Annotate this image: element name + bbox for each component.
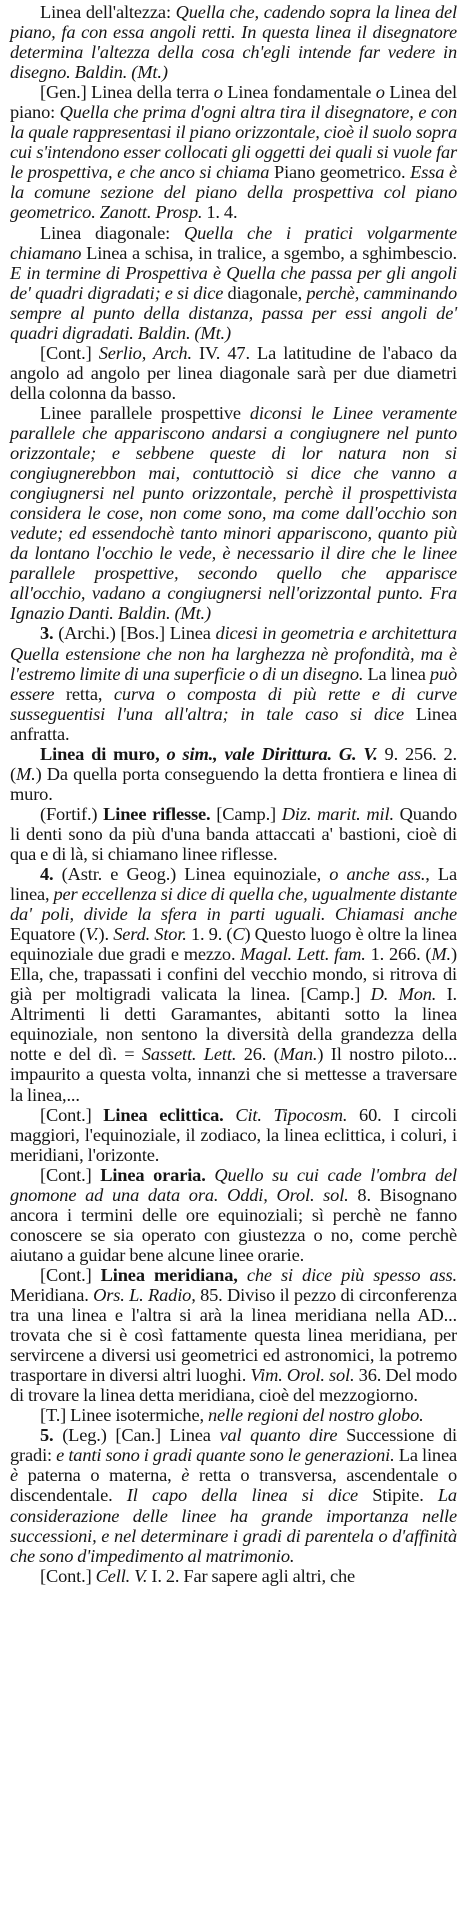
entry-paragraph bbox=[10, 403, 457, 624]
body-text: ) Da quella porta conseguendo la detta frontiera e linea di muro. bbox=[10, 763, 457, 804]
body-text: I. Altrimenti li detti Garamantes, abitanti sotto la linea equinoziale, non sentono la diversità della grandezza della notte e del dì. = bbox=[10, 984, 457, 1065]
headword-text: Linea eclittica. bbox=[103, 1104, 224, 1125]
italic-text: dicesi in geometria e architettura Quella estensione che non ha larghezza nè profondità, ma è l'estremo limite di una superficie o di un disegno. bbox=[10, 623, 457, 684]
italic-text: Man. bbox=[279, 1044, 318, 1065]
italic-text: val quanto dire bbox=[219, 1425, 338, 1446]
italic-text: Magal. Lett. fam. bbox=[240, 944, 366, 965]
italic-text: o bbox=[375, 82, 385, 103]
entry-paragraph bbox=[10, 1165, 457, 1265]
italic-text: Ors. L. Radio, bbox=[93, 1285, 196, 1305]
body-text: Equatore ( bbox=[10, 924, 86, 945]
entry-paragraph bbox=[10, 1265, 457, 1405]
italic-text: Diz. marit. mil. bbox=[281, 803, 394, 824]
italic-text: V. bbox=[85, 924, 99, 945]
italic-text: Cell. V. bbox=[95, 1565, 148, 1586]
entry-paragraph bbox=[10, 744, 457, 804]
entry-paragraph bbox=[10, 82, 457, 222]
italic-text: curva o composta di più rette e di curve susseguentisi l'una all'altra; in tale caso si dice bbox=[10, 683, 457, 724]
body-text: [Camp.] bbox=[210, 803, 282, 824]
body-text: 1. 4. bbox=[202, 202, 238, 223]
entry-paragraph bbox=[10, 2, 457, 82]
italic-text: M. bbox=[431, 944, 452, 965]
italic-text: diconsi le Linee veramente parallele che appariscono andarsi a congiugnere nel punto orizzontale; e sebbene queste di lor natura non si congiugnerebbon mai, contuttociò si dice che vanno a congiugnersi nel punto orizzontale, perchè il prospettivista considera le cose, non come sono, ma come dall'occhio son vedute; ed essendochè tanto minori appariscono, quanto più da lontano l'occhio le vede, è necessario il dire che le linee parallele prospettive, secondo quello che apparisce all'occhio, vadano a congiugnersi nell'orizzontal punto. Fra Ignazio Danti. Baldin. (Mt.) bbox=[10, 402, 457, 624]
entry-paragraph bbox=[10, 343, 457, 403]
headword-text: Linea oraria. bbox=[100, 1164, 206, 1185]
body-text: retta, bbox=[54, 683, 114, 704]
body-text: (Leg.) [Can.] Linea bbox=[62, 1425, 220, 1446]
body-text: Linee parallele prospettive bbox=[40, 402, 250, 423]
italic-text: o bbox=[213, 82, 223, 103]
body-text: [Cont.] bbox=[40, 1104, 104, 1125]
body-text: Stipite. bbox=[358, 1485, 438, 1506]
body-text: La linea bbox=[394, 1445, 457, 1466]
italic-text: perchè, camminando sempre al punto della distanza, passa per essi angoli de' quadri digradati. Baldin. (Mt.) bbox=[10, 282, 457, 343]
body-text: [Cont.] bbox=[40, 1565, 96, 1586]
body-text: Linea a schisa, in tralice, a sgembo, a sghimbescio. bbox=[81, 242, 457, 263]
body-text bbox=[206, 1165, 215, 1185]
italic-text: Serd. Stor. bbox=[113, 924, 187, 945]
body-text: [T.] Linee isotermiche, bbox=[40, 1405, 208, 1426]
headword-text: 3. bbox=[40, 623, 59, 644]
italic-text: per eccellenza si dice di quella che, ugualmente distante da' poli, divide la sfera in parti uguali. Chiamasi anche bbox=[10, 884, 457, 925]
body-text: I. 2. Far sapere agli altri, che bbox=[147, 1565, 356, 1586]
italic-text: può essere bbox=[10, 663, 458, 704]
body-text: 1. 9. ( bbox=[186, 924, 233, 945]
italic-text: nelle regioni del nostro globo. bbox=[207, 1405, 424, 1426]
italic-text: Sassett. Lett. bbox=[141, 1044, 237, 1065]
body-text: [Cont.] bbox=[40, 1164, 101, 1185]
body-text: Meridiana. bbox=[10, 1285, 94, 1305]
body-text: diagonale, bbox=[223, 282, 307, 303]
entry-paragraph bbox=[10, 1105, 457, 1165]
entry-paragraph bbox=[10, 1425, 457, 1565]
entry-paragraph bbox=[10, 864, 457, 1105]
body-text: 8. Bisognano ancora i termini delle ore equinoziali; sì perchè ne fanno conoscere se sia operato con giustezza o no, come perchè aiutano a guidar bene alcune linee orarie. bbox=[10, 1184, 457, 1265]
body-text: Quando li denti sono da più d'una banda attaccati a' bastioni, cioè di qua e di là, si chiamano linee riflesse. bbox=[10, 803, 457, 864]
body-text: , La linea, bbox=[10, 864, 457, 905]
italic-text: D. Mon. bbox=[370, 984, 437, 1005]
body-text: Linea fondamentale bbox=[222, 82, 376, 103]
body-text: 1. 266. ( bbox=[365, 944, 432, 965]
body-text: [Gen.] Linea della terra bbox=[40, 82, 214, 103]
body-text: retta o transversa, ascendentale o discendentale. bbox=[10, 1465, 457, 1506]
italic-text: Quella che prima d'ogni altra tira il disegnatore, e con la quale rappresentasi il piano orizzontale, cioè il suolo sopra cui s'intendono esser collocati gli oggetti dei quali si vuole far le prospettiva, e che anco si chiama bbox=[10, 102, 457, 183]
body-text: La linea bbox=[363, 663, 430, 684]
body-text: Linea diagonale: bbox=[40, 222, 184, 243]
body-text: Successione di gradi: bbox=[10, 1425, 458, 1466]
italic-text: Vim. Orol. sol. bbox=[250, 1365, 355, 1386]
body-text: [Cont.] bbox=[40, 1264, 101, 1285]
headword-text: Linee riflesse. bbox=[103, 803, 211, 824]
italic-text: e tanti sono i gradi quante sono le generazioni. bbox=[56, 1445, 395, 1466]
body-text: Linea del piano: bbox=[10, 82, 457, 123]
body-text: paterna o materna, bbox=[18, 1465, 182, 1486]
body-text: 26. ( bbox=[236, 1044, 280, 1065]
italic-text: Quello su cui cade l'ombra del gnomone ad una data ora. Oddi, Orol. sol. bbox=[10, 1164, 457, 1205]
italic-text: è bbox=[181, 1465, 190, 1486]
body-text: 85. Diviso il pezzo di circonferenza tra una linea e l'altra si arà la linea meridiana nella AD... trovata che si è così fattamente questa linea meridiana, per servircene a diversi usi geometrici ed astronomici, la potremo trasportare in diversi altri luoghi. bbox=[10, 1285, 457, 1386]
headword-text: o sim., vale Dirittura. G. V. bbox=[166, 743, 378, 764]
italic-text: Quella che i pratici volgarmente chiamano bbox=[10, 222, 458, 263]
italic-text: che si dice più spesso ass. bbox=[246, 1264, 457, 1285]
body-text: 36. Del modo di trovare la linea detta meridiana, cioè del mezzogiorno. bbox=[10, 1365, 457, 1406]
entry-paragraph bbox=[10, 1405, 457, 1425]
body-text: 9. 256. 2. ( bbox=[10, 743, 457, 784]
body-text: Linea anfratta. bbox=[10, 703, 457, 744]
body-text: ) Il nostro piloto... impaurito a questa volta, innanzi che si mettesse a traversare la linea,... bbox=[10, 1044, 457, 1105]
body-text bbox=[224, 1105, 236, 1125]
italic-text: Serlio, Arch. bbox=[98, 342, 192, 363]
italic-text: Il capo della linea si dice bbox=[126, 1485, 358, 1506]
body-text: IV. 47. La latitudine de l'abaco da angolo ad angolo per linea diagonale sarà per due diametri della colonna da basso. bbox=[10, 342, 457, 403]
body-text: ) Questo luogo è oltre la linea equinoziale due gradi e mezzo. bbox=[10, 924, 458, 965]
entry-paragraph bbox=[10, 804, 457, 864]
headword-text: Linea di muro, bbox=[40, 743, 167, 764]
entry-paragraph bbox=[10, 1566, 457, 1586]
body-text: (Astr. e Geog.) Linea equinoziale, bbox=[61, 864, 330, 885]
entry-paragraph bbox=[10, 223, 457, 343]
headword-text: 4. bbox=[40, 864, 62, 885]
italic-text: La considerazione delle linee ha grande importanza nelle successioni, e nel determinare i gradi di parentela o d'affinità che sono d'impedimento al matrimonio. bbox=[10, 1485, 457, 1566]
body-text: 60. I circoli maggiori, l'equinoziale, il zodiaco, la linea eclittica, i coluri, i meridiani, l'orizonte. bbox=[10, 1104, 457, 1165]
headword-text: Linea meridiana, bbox=[100, 1264, 247, 1285]
italic-text: E in termine di Prospettiva è Quella che passa per gli angoli de' quadri digradati; e si dice bbox=[10, 262, 457, 303]
body-text: [Cont.] bbox=[40, 342, 99, 363]
headword-text: 5. bbox=[40, 1425, 63, 1446]
italic-text: M. bbox=[15, 763, 36, 784]
entry-paragraph bbox=[10, 623, 457, 743]
italic-text: o anche ass. bbox=[329, 864, 426, 885]
italic-text: Cit. Tipocosm. bbox=[235, 1104, 348, 1125]
italic-text: C bbox=[232, 924, 245, 945]
body-text: Piano geometrico. bbox=[269, 162, 411, 183]
body-text: (Fortif.) bbox=[40, 803, 104, 824]
italic-text: è bbox=[10, 1465, 19, 1486]
italic-text: Essa è la comune sezione del piano della prospettiva col piano geometrico. Zanott. Prosp. bbox=[10, 162, 457, 223]
body-text: (Archi.) [Bos.] Linea bbox=[58, 623, 216, 644]
body-text: ). bbox=[98, 924, 114, 945]
italic-text: Quella che, cadendo sopra la linea del piano, fa con essa angoli retti. In questa linea il disegnatore determina l'altezza della cosa ch'egli intende far vedere in disegno. Baldin. (Mt.) bbox=[10, 2, 458, 83]
body-text: ) Ella, che, trapassati i confini del vecchio mondo, si ritrova di già per moltigradi valicata la linea. [Camp.] bbox=[10, 944, 457, 1005]
body-text: Linea dell'altezza: bbox=[40, 2, 176, 22]
